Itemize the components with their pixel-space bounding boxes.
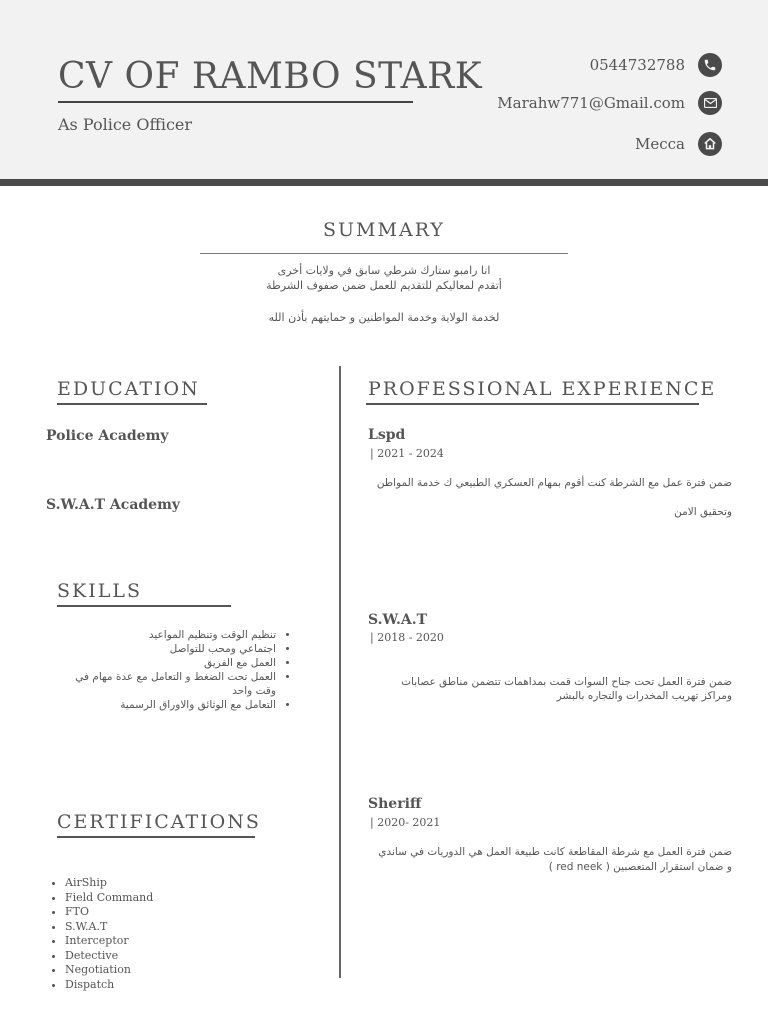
certification-item: • S.W.A.T [65, 920, 153, 935]
certification-item: • AirShip [65, 876, 153, 891]
certification-item: • Negotiation [65, 963, 153, 978]
education-item: Police Academy [46, 428, 169, 444]
contact-phone [590, 53, 722, 77]
job-title: Sheriff [368, 796, 422, 812]
job-description: و ضمان استقرار المتعصبين ( red neek ) [548, 861, 732, 873]
experience-heading: PROFESSIONAL EXPERIENCE [368, 378, 717, 400]
skill-item: • العمل مع الفريق [60, 656, 276, 670]
certification-item: • Detective [65, 949, 153, 964]
skills-list [60, 628, 290, 712]
summary-heading: SUMMARY [323, 219, 445, 241]
education-rule [57, 403, 207, 405]
job-date: | 2021 - 2024 [370, 447, 444, 460]
certification-item: • Dispatch [65, 978, 153, 993]
mail-icon [698, 91, 722, 115]
certification-item: • Field Command [65, 891, 153, 906]
cv-role: As Police Officer [58, 115, 193, 134]
column-divider [339, 366, 341, 978]
job-title: S.W.A.T [368, 612, 428, 628]
summary-line: لخدمة الولاية وخدمة المواطنين و حمايتهم بأذن الله [268, 311, 500, 324]
job-description: ومراكز تهريب المخدرات والتجاره بالبشر [556, 690, 732, 702]
summary-line: أتقدم لمعاليكم للتقديم للعمل ضمن صفوف الشرطة [266, 279, 502, 292]
skill-item: • العمل تحت الضغط و التعامل مع عدة مهام في وقت واحد [60, 670, 276, 698]
experience-rule [366, 403, 699, 405]
cv-name: CV OF RAMBO STARK [58, 56, 483, 97]
certifications-rule [57, 836, 255, 838]
education-heading: EDUCATION [57, 378, 200, 400]
skill-item: • التعامل مع الوثائق والاوراق الرسمية [60, 698, 276, 712]
job-date: | 2018 - 2020 [370, 631, 444, 644]
certification-item: • Interceptor [65, 934, 153, 949]
header-accent-bar [0, 179, 768, 186]
skill-item: • اجتماعي ومحب للتواصل [60, 642, 276, 656]
email-address: Marahw771@Gmail.com [497, 94, 685, 112]
education-item: S.W.A.T Academy [46, 497, 181, 513]
job-description: ضمن فترة العمل تحت جناح السوات قمت بمداهمات تتضمن مناطق عصابات [401, 676, 732, 688]
location-text: Mecca [635, 135, 685, 153]
name-underline [58, 101, 413, 103]
job-description: ضمن فترة العمل مع شرطة المقاطعة كانت طبيعة العمل هي الدوريات في ساندي [378, 846, 732, 858]
summary-line: انا رامبو ستارك شرطي سابق في ولايات أخرى [277, 264, 491, 277]
skill-item: • تنظيم الوقت وتنظيم المواعيد [60, 628, 276, 642]
certifications-heading: CERTIFICATIONS [57, 811, 261, 833]
skills-rule [57, 605, 231, 607]
job-title: Lspd [368, 427, 406, 443]
phone-number: 0544732788 [589, 56, 685, 74]
summary-rule [200, 253, 568, 254]
home-icon [698, 132, 722, 156]
skills-heading: SKILLS [57, 580, 142, 602]
job-description: وتحقيق الامن [674, 506, 732, 518]
job-description: ضمن فترة عمل مع الشرطة كنت أقوم بمهام العسكري الطبيعي ك خدمة المواطن [376, 477, 732, 489]
job-date: | 2020- 2021 [370, 816, 441, 829]
phone-icon [698, 53, 722, 77]
certifications-list [65, 876, 153, 992]
certification-item: • FTO [65, 905, 153, 920]
contact-email [497, 91, 722, 115]
contact-location [635, 132, 722, 156]
